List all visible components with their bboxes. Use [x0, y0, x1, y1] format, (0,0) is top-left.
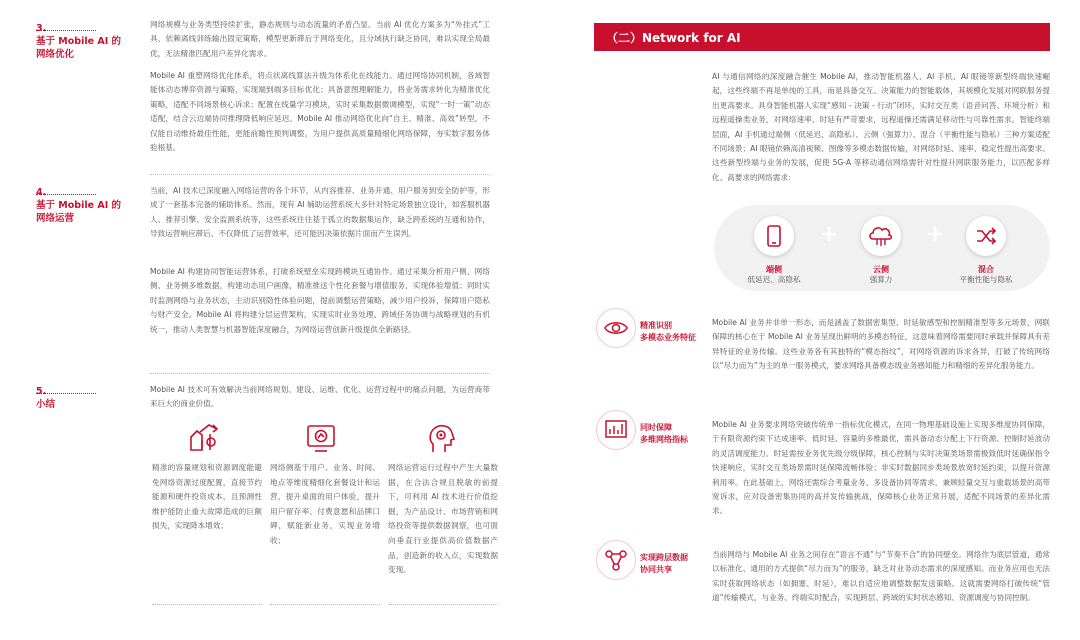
benefit-hybrid-circle	[966, 216, 1006, 256]
feature-icon-frame	[596, 308, 636, 348]
intro-paragraph: AI 与通信网络的深度融合催生 Mobile AI，推动智能机器人、AI 手机、AI 眼镜等新型终端快速崛起，这些终端不再是单纯的工具，而是具备交互、决策能力的智能载体，其规模化发展对网联服务提出更高要求。具身智能机器人实现“感知 - 决策 - 行动”闭环，实时交互类（语音问答、环境分析）和远程遥操类业务，对网络速率、时延有严苛要求，远程遥操还需满足移动性与可靠性需求。智能终端层面，AI 手机通过端侧（低延迟、高隐私）、云侧（强算力）、混合（平衡性能与隐私）三种方案适配不同场景；AI 眼镜依赖高清视频、图像等多模态数据传输，对网络时延、速率、稳定性提出高要求。这些新型终端与业务的发展，促使 5G-A 等移动通信网络需针对性提升网联服务能力，以匹配多样化、高要求的网络需求：	[712, 72, 1050, 182]
benefit-device-circle	[754, 216, 794, 256]
section-5-paragraph-1: Mobile AI 技术可有效解决当前网络规划、建设、运维、优化、运营过程中的痛点问题，为运营商带来巨大的商业价值。	[150, 385, 490, 409]
benefit-hybrid-sub: 平衡性能与隐私	[959, 275, 1013, 284]
growth-icon	[186, 420, 222, 456]
section-3-rule	[36, 30, 96, 31]
feature-text-multimodal: Mobile AI 业务并非单一形态，而是涵盖了数据密集型、时延敏感型和控制精准型等多元场景，网联保障的核心在于 Mobile AI 业务呈现出鲜明的多模态特征，这意味着网络需要同时承载并保障具有差异特征的业务传输。这些业务各有其独特的“模态指纹”，对网络资源的诉求各异，打破了传统网络以“尽力而为”为主的单一服务模式，要求网络具备模态级业务感知能力和精细的差异化服务能力。	[712, 318, 1050, 371]
benefit-cloud-circle	[861, 216, 901, 256]
feature-label-crosslayer: 实现跨层数据 协同共享	[640, 553, 688, 574]
feature-label-metrics: 同时保障 多维网络指标	[640, 423, 688, 444]
chart-board-icon	[597, 411, 635, 449]
feature-icon-frame	[596, 540, 636, 580]
section-4-rule	[36, 194, 96, 195]
feature-text-crosslayer: 当前网络与 Mobile AI 业务之间存在“语言不通”与“节奏不合”的协同壁垒。网络作为底层管道，通常以标准化、通用的方式提供“尽力而为”的服务，缺乏对业务动态需求的深度感知。而业务应用也无法实时获取网络状态（如拥塞、时延），难以自适应地调整数据发送策略。这就需要网络打破传统“管道”传输模式，与业务、终端实时配合，实现跨层、跨域的实时状态感知、资源调度与协同控制。	[712, 550, 1050, 603]
section-5-title: 5. 小结	[36, 386, 56, 410]
summary-item-revenue: 网络侧基于用户、业务、时间、地点等维度精细化套餐设计和运营，提升桌面的用户体验，提升用户留存率、付费意愿和品牌口碑，赋能新业务，实现业务增收；	[270, 463, 380, 545]
section-3-title: 3. 基于 Mobile AI 的 网络优化	[36, 23, 122, 60]
divider	[150, 373, 490, 374]
benefit-device-sub: 低延迟、高隐私	[747, 275, 801, 284]
shuffle-icon	[966, 216, 1006, 256]
feature-text-metrics: Mobile AI 业务要求网络突破传统单一指标优化模式，在同一物理基础设施上实现多维度协同保障，于有限资源约束下达成速率、低时延、容量的多维最优，需具备动态分配上下行资源、控制时延波动的灵活调度能力。时延需按业务优先级分级保障，核心控制与实时决策类场景需极致低时延确保指令快速响应，实时交互类场景需时延保障流畅体验；非实时数据同步类场景放宽时延约束，以提升资源利用率。在此基础上，网络还需综合考量业务、多设备协同等需求，兼顾轻量交互与重载场景的高带宽诉求，应对设备密集协同的高并发传输挑战，保障核心业务正常开展，适配不同场景的差异化需求。	[712, 420, 1050, 516]
benefit-device-title: 端侧	[766, 265, 782, 274]
section-3-paragraph-1: 网络规模与业务类型持续扩张，静态规则与动态流量的矛盾凸显。当前 AI 优化方案多为“外挂式”工具，依赖离线训练输出固定策略，模型更新滞后于网络变化，且分域执行缺乏协同，难以实现全局最优，无法精准匹配用户差异化需求。	[150, 20, 490, 58]
plus-icon: +	[820, 222, 839, 247]
divider	[150, 174, 490, 175]
summary-item-cost: 精准的容量规划和资源调度能避免网络资源过度配置，直接节约能源和硬件投资成本，且预测性维护能防止重大故障造成的巨额损失，实现降本增效；	[152, 463, 262, 531]
plus-icon: +	[926, 222, 945, 247]
benefit-cloud-sub: 强算力	[869, 275, 893, 284]
divider	[388, 604, 498, 605]
section-5-rule	[36, 393, 96, 394]
nodes-icon	[597, 541, 635, 579]
cloud-icon	[861, 216, 901, 256]
feature-label-multimodal: 精准识别 多模态业务特征	[640, 321, 696, 342]
section-4-title: 4. 基于 Mobile AI 的 网络运营	[36, 187, 122, 224]
section-banner	[594, 23, 1050, 51]
section-4-paragraph-1: 当前，AI 技术已深度融入网络运营的各个环节，从内容推荐、业务开通、用户服务到安全防护等，形成了一套基本完备的辅助体系。然而，现有 AI 辅助运营系统大多针对特定场景独立设计，如客服机器人、推荐引擎、安全监测系统等，这些系统往往基于孤立的数据集运作，缺乏跨系统的互通和协作，导致运营响应滞后、不仅降低了运营效率，还可能因决策依据片面而产生误判。	[150, 186, 490, 239]
banner-title: （二）Network for AI	[606, 31, 741, 45]
screen-chart-icon	[303, 420, 339, 456]
divider	[270, 604, 380, 605]
benefit-hybrid-title: 混合	[978, 265, 994, 274]
section-3-paragraph-2: Mobile AI 重塑网络优化体系，将点状离线算法升级为体系化在线能力。通过网络协同机制，各域智能体动态博弈资源与策略，实现端到端多目标优化；具备意图理解能力，将业务需求转化为精准优化策略，适配不同场景核心诉求；配置在线量学习模块，实时采集数据微调模型，实现“一时一策”动态适配，结合云边端协同推理降低响应延迟。Mobile AI 推动网络优化向“自主、精准、高效”转型，不仅能自动维持最佳性能，更能前瞻性预判调整，为用户提供高质量精细化网络保障，夯实数字服务体验根基。	[150, 71, 490, 153]
feature-icon-frame	[596, 410, 636, 450]
summary-item-data: 网络运营运行过程中产生大量数据，在合法合规且脱敏的前提下，可利用 AI 技术进行价值挖掘，为产品设计、市场营销和网络投资等提供数据洞察，也可面向垂直行业提供高价值数据产品，创造新的收入点，实现数据变现。	[388, 463, 498, 575]
divider	[152, 604, 262, 605]
benefit-cloud-title: 云侧	[873, 265, 889, 274]
head-gear-icon	[424, 420, 460, 456]
eye-icon	[597, 309, 635, 347]
section-4-paragraph-2: Mobile AI 构建协同智能运营体系，打破系统壁垒实现跨模块互通协作。通过采集分析用户侧、网络侧、业务侧多维数据，构建动态用户画像，精准推送个性化套餐与增值服务，实现体验增值；同时实时监测网络与业务状态，主动识别隐性体验问题，提前调整运营策略，减少用户投诉，保障用户隐私与财产安全。Mobile AI 将构建分层运营架构，实现实时业务处理、跨域任务协调与战略规划的有机统一，推动人类智慧与机器智能深度融合，为网络运营创新升级提供全新路径。	[150, 267, 490, 334]
phone-icon	[754, 216, 794, 256]
